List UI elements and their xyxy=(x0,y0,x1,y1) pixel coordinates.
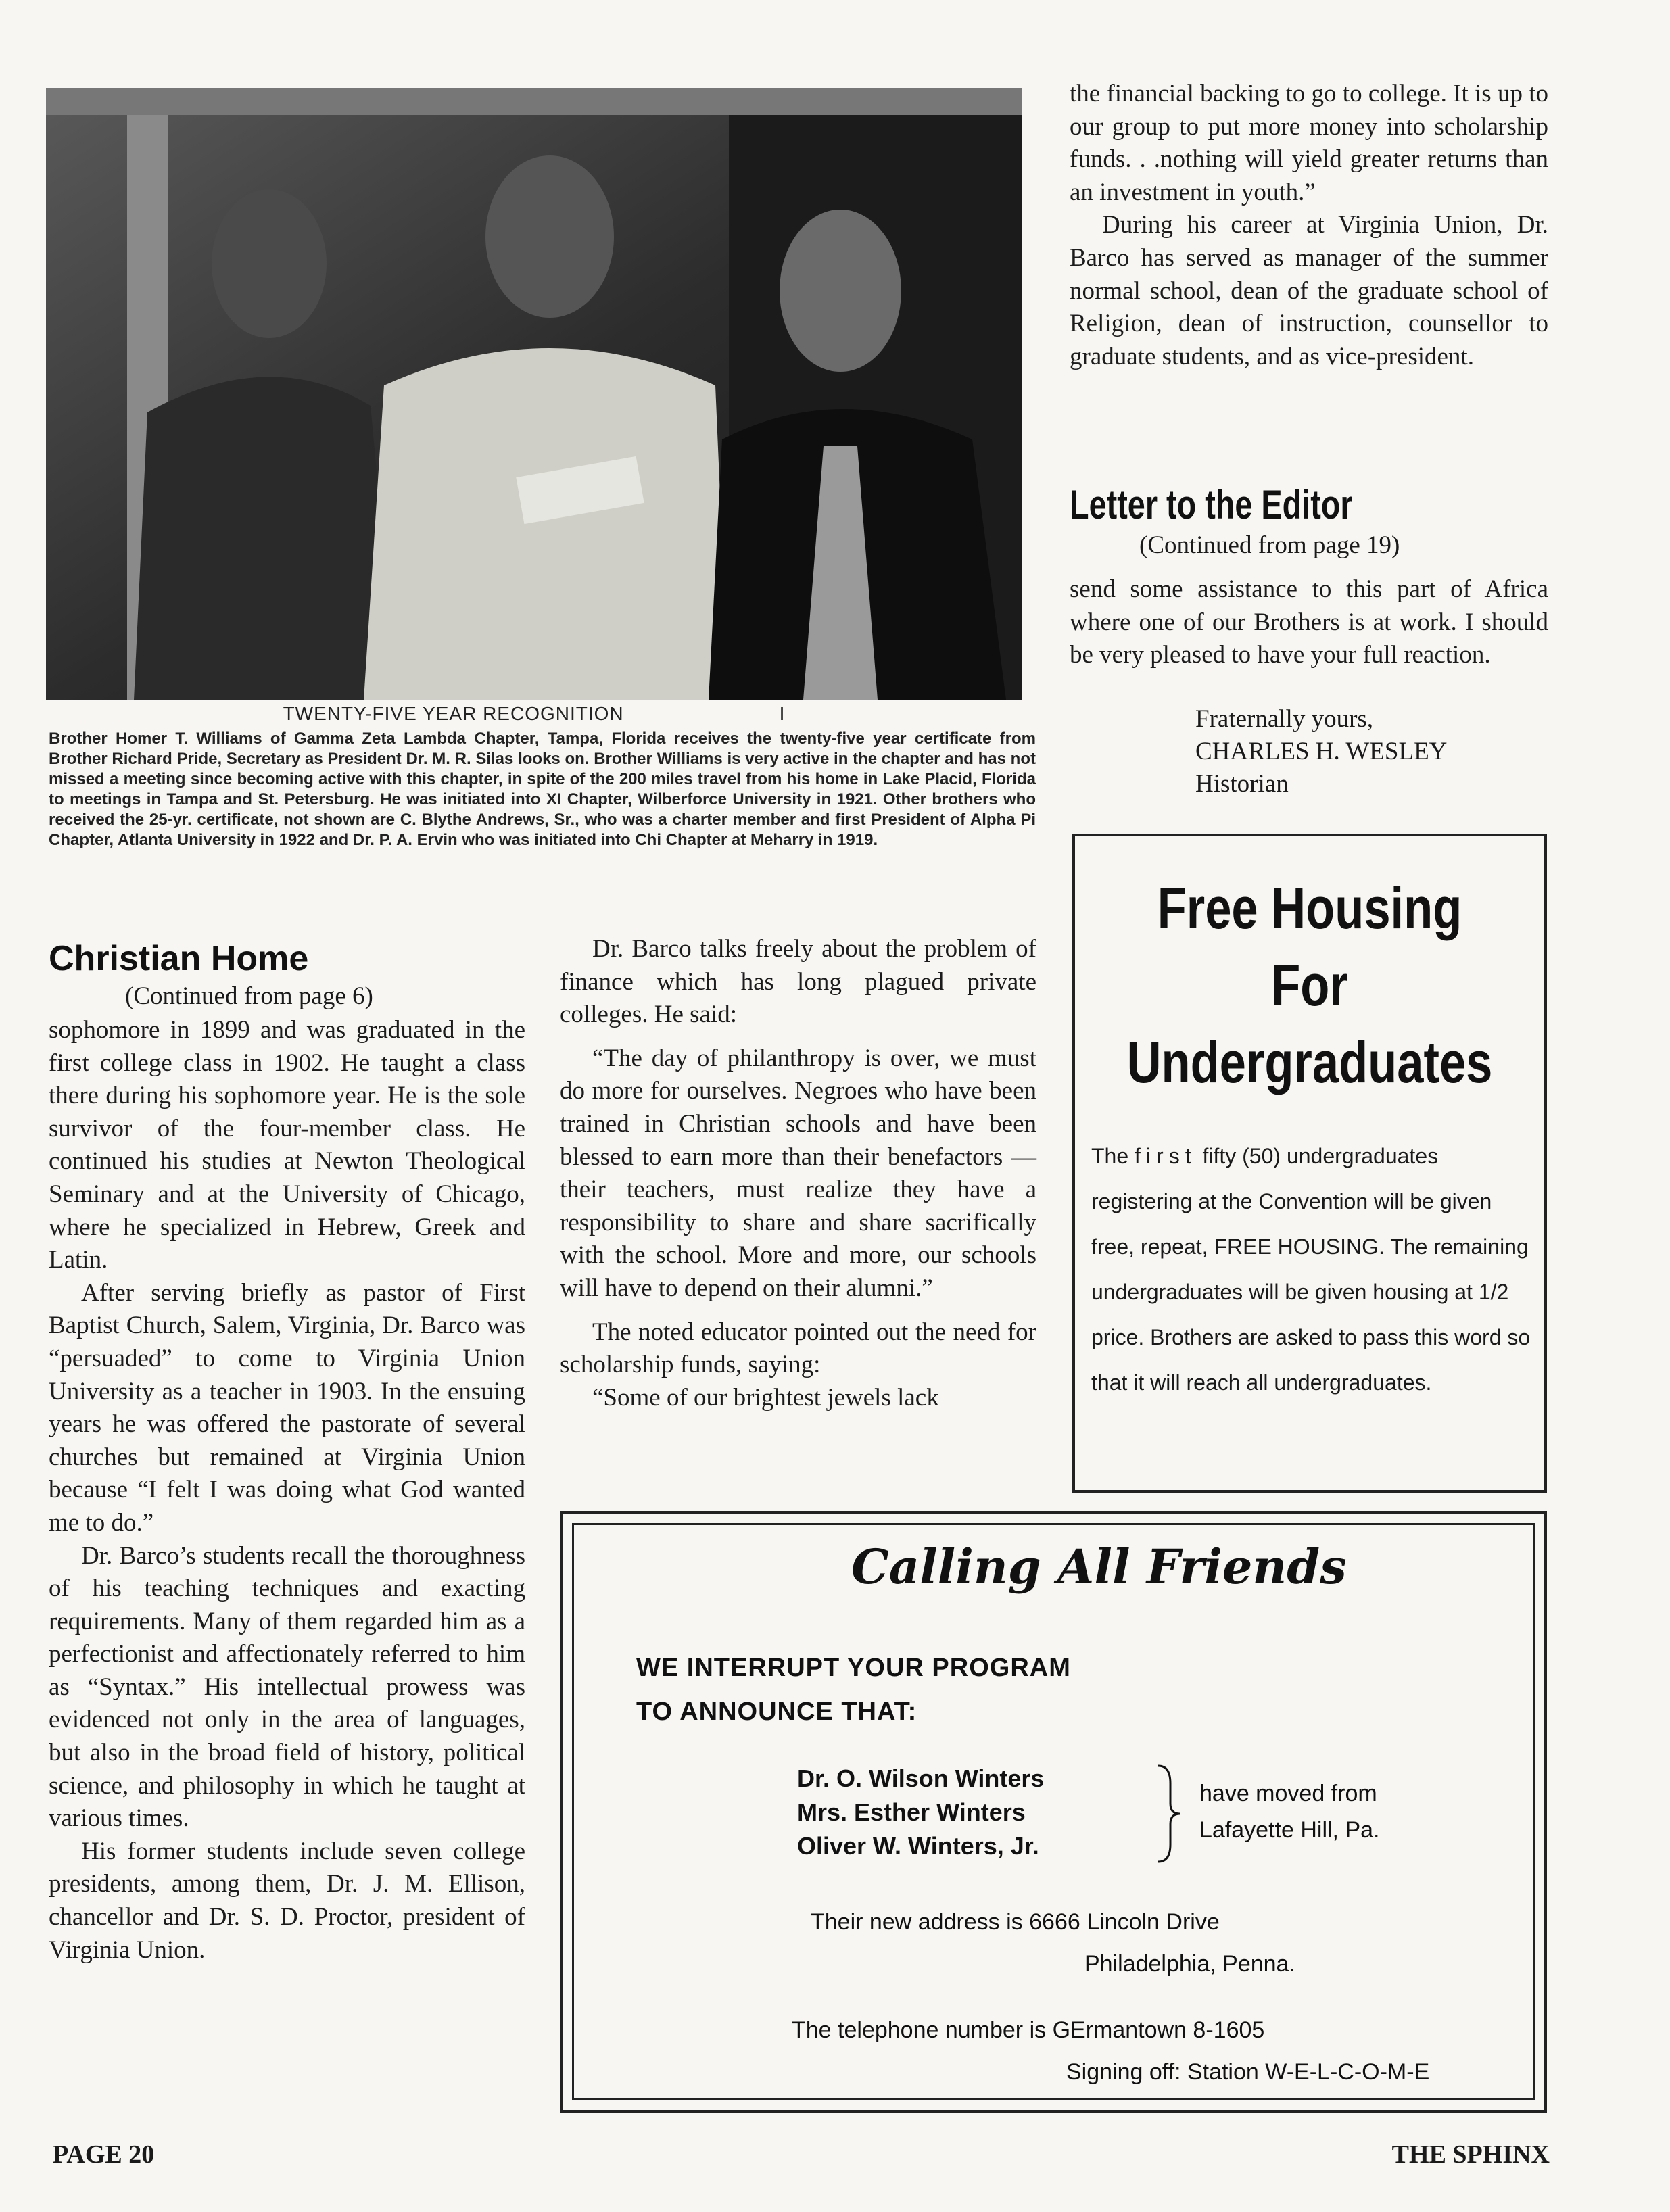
friends-line-1: WE INTERRUPT YOUR PROGRAM xyxy=(636,1654,1071,1682)
moved-line-1: have moved from xyxy=(1199,1781,1377,1806)
friends-signoff: Signing off: Station W-E-L-C-O-M-E xyxy=(1066,2059,1430,2085)
letter-role: Historian xyxy=(1195,770,1289,798)
letter-heading: Letter to the Editor xyxy=(1070,482,1353,527)
photo-caption: Brother Homer T. Williams of Gamma Zeta Lambda Chapter, Tampa, Florida receives the twenty-five year certificate from Brother Richard Pride, Secretary as President Dr. M. R. Silas looks on. Brother Williams is very active in the chapter and has not missed a meeting since becoming active with this chapter, in spite of the 200 miles travel from his home in Lake Placid, Florida to meetings in Tampa and St. Petersburg. He was initiated into XI Chapter, Wilberforce University in 1921. Other brothers who received the 25-yr. certificate, not shown are C. Blythe Andrews, Sr., who was a charter member and first President of Alpha Pi Chapter, Atlanta University in 1922 and Dr. P. A. Ervin who was initiated into Chi Chapter at Meharry in 1919. xyxy=(49,729,1036,849)
calling-all-friends-inner xyxy=(572,1523,1535,2100)
calling-all-friends-box xyxy=(560,1511,1547,2113)
moved-line-2: Lafayette Hill, Pa. xyxy=(1199,1817,1380,1843)
paragraph: After serving briefly as pastor of First Baptist Church, Salem, Virginia, Dr. Barco was “persuaded” to come to Virginia Union University as a teacher in 1903. In the ensuing years he was offered the pastorate of several churches but remained at Virginia Union because “I felt I was doing what God wanted me to do.” xyxy=(49,1278,525,1537)
christian-home-continued: (Continued from page 6) xyxy=(125,982,373,1010)
photo-title: TWENTY-FIVE YEAR RECOGNITION I xyxy=(283,703,786,724)
friend-name: Oliver W. Winters, Jr. xyxy=(797,1832,1039,1860)
paragraph: Dr. Barco’s students recall the thoroughness of his teaching techniques and exacting requirements. Many of them regarded him as a perfectionist and affectionately referred to him as “Syntax.” His intellectual prowess was evidenced not only in the area of languages, but also in the broad field of history, political science, and philosophy in which he taught at various times. xyxy=(49,1541,525,1833)
friends-phone: The telephone number is GErmantown 8-1605 xyxy=(792,2017,1265,2043)
housing-title-line-1: Free Housing xyxy=(1157,876,1462,941)
letter-signature: CHARLES H. WESLEY xyxy=(1195,738,1448,765)
christian-home-column-1 xyxy=(49,1014,525,1967)
housing-body xyxy=(1091,1134,1531,1405)
housing-title-line-3: Undergraduates xyxy=(1126,1030,1493,1095)
paragraph: The noted educator pointed out the need for scholarship funds, saying: xyxy=(560,1318,1036,1379)
housing-body-first: first xyxy=(1135,1144,1197,1168)
letter-closing: Fraternally yours, xyxy=(1195,705,1374,733)
paragraph: During his career at Virginia Union, Dr. Barco has served as manager of the summer normal school, dean of the graduate school of Religion, dean of instruction, counsellor to graduate students, and as vice-president. xyxy=(1070,211,1548,370)
housing-body-lead: The xyxy=(1091,1144,1129,1168)
letter-body-block xyxy=(1070,573,1548,672)
page-number: PAGE 20 xyxy=(53,2140,155,2169)
paragraph: sophomore in 1899 and was graduated in the first college class in 1902. He taught a class there during his sophomore year. He is the sole survivor of the four-member class. He continued his studies at Newton Theological Seminary and at the University of Chicago, where he specialized in Hebrew, Greek and Latin. xyxy=(49,1016,525,1274)
paragraph: Dr. Barco talks freely about the problem of finance which has long plagued private colleges. He said: xyxy=(560,935,1036,1029)
housing-body-text: fifty (50) undergraduates registering at the Convention will be given free, repeat, FREE HOUSING. The remaining undergraduates will be given housing at 1/2 price. Brothers are asked to pass this word so that it will reach all undergraduates. xyxy=(1091,1144,1531,1395)
friends-title: Calling All Friends xyxy=(851,1539,1347,1595)
friends-moved xyxy=(1199,1775,1379,1848)
right-brace-icon xyxy=(1155,1763,1183,1865)
paragraph: the financial backing to go to college. It is up to our group to put more money into scholarship funds. . .nothing will yield greater returns than an investment in youth.” xyxy=(1070,80,1548,206)
letter-signoff xyxy=(1195,703,1447,800)
magazine-name: THE SPHINX xyxy=(1391,2140,1550,2169)
friends-line-2: TO ANNOUNCE THAT: xyxy=(636,1698,917,1726)
housing-title-line-2: For xyxy=(1271,953,1348,1018)
christian-home-column-3 xyxy=(1070,78,1548,373)
friend-name: Mrs. Esther Winters xyxy=(797,1798,1026,1826)
friends-address-2: Philadelphia, Penna. xyxy=(1084,1951,1295,1977)
paragraph: His former students include seven college presidents, among them, Dr. J. M. Ellison, chancellor and Dr. S. D. Proctor, president of Virginia Union. xyxy=(49,1837,525,1964)
friend-name: Dr. O. Wilson Winters xyxy=(797,1764,1045,1792)
paragraph: “The day of philanthropy is over, we must do more for ourselves. Negroes who have been trained in Christian schools and have been blessed to earn more than their benefactors — their teachers, must realize they have a responsibility to share and share sacrifically with the school. More and more, our schools will have to depend on their alumni.” xyxy=(560,1044,1036,1302)
recognition-photo xyxy=(46,88,1022,700)
photo-title-mark: I xyxy=(779,703,786,724)
friends-address-1: Their new address is 6666 Lincoln Drive xyxy=(811,1909,1220,1935)
letter-body: send some assistance to this part of Africa where one of our Brothers is at work. I should be very pleased to have your full reaction. xyxy=(1070,575,1548,669)
friends-names xyxy=(797,1762,1044,1863)
christian-home-column-2 xyxy=(560,933,1036,1414)
letter-continued: (Continued from page 19) xyxy=(1139,531,1400,559)
paragraph: “Some of our brightest jewels lack xyxy=(592,1383,939,1412)
free-housing-box xyxy=(1072,834,1547,1493)
christian-home-heading: Christian Home xyxy=(49,939,309,978)
